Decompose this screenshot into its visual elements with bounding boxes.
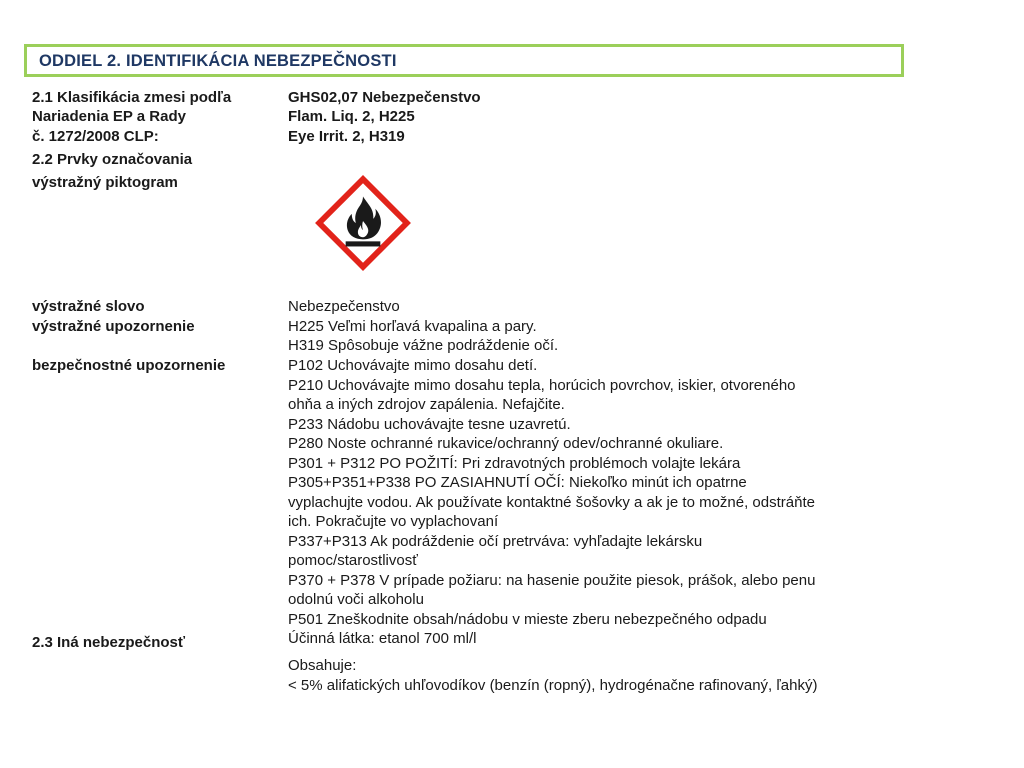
classification-label-line-3: č. 1272/2008 CLP: [32,128,159,145]
precautionary-statement-line: P370 + P378 V prípade požiaru: na hasenie použite piesok, prášok, alebo penu [288,572,816,589]
precautionary-statement-line: P501 Zneškodnite obsah/nádobu v mieste zberu nebezpečného odpadu [288,611,767,628]
signal-word-label: výstražné slovo [32,298,145,315]
precautionary-statement-line: vyplachujte vodou. Ak používate kontaktné šošovky a ak je to možné, odstráňte [288,494,815,511]
precautionary-statement-line: odolnú voči alkoholu [288,591,424,608]
precautionary-statement-line: P102 Uchovávajte mimo dosahu detí. [288,357,538,374]
classification-value-line-2: Flam. Liq. 2, H225 [288,108,415,125]
precautionary-statement-line: P210 Uchovávajte mimo dosahu tepla, horúcich povrchov, iskier, otvoreného [288,377,796,394]
pictogram-label: výstražný piktogram [32,174,178,191]
classification-value-line-1: GHS02,07 Nebezpečenstvo [288,89,481,106]
contains-value: < 5% alifatických uhľovodíkov (benzín (ropný), hydrogénačne rafinovaný, ľahký) [288,677,818,694]
section-title: ODDIEL 2. IDENTIFIKÁCIA NEBEZPEČNOSTI [39,52,397,70]
other-hazards-label: 2.3 Iná nebezpečnosť [32,634,186,651]
precautionary-statement-line: P280 Noste ochranné rukavice/ochranný odev/ochranné okuliare. [288,435,724,452]
contains-label: Obsahuje: [288,657,357,674]
precautionary-statement-line: pomoc/starostlivosť [288,552,418,569]
flame-icon [312,172,414,274]
precautionary-statement-line: ich. Pokračujte vo vyplachovaní [288,513,499,530]
classification-label-line-2: Nariadenia EP a Rady [32,108,186,125]
precautionary-statement-line: P233 Nádobu uchovávajte tesne uzavretú. [288,416,571,433]
label-elements-heading: 2.2 Prvky označovania [32,151,193,168]
hazard-statements-label: výstražné upozornenie [32,318,195,335]
precautionary-statement-line: ohňa a iných zdrojov zapálenia. Nefajčite. [288,396,565,413]
hazard-statement-line: H319 Spôsobuje vážne podráždenie očí. [288,337,559,354]
hazard-statement-line: H225 Veľmi horľavá kvapalina a pary. [288,318,537,335]
classification-label-line-1: 2.1 Klasifikácia zmesi podľa [32,89,232,106]
precautionary-statement-line: P301 + P312 PO POŽITÍ: Pri zdravotných problémoch volajte lekára [288,455,741,472]
precautionary-statements-label: bezpečnostné upozornenie [32,357,226,374]
precautionary-statement-line: P337+P313 Ak podráždenie očí pretrváva: vyhľadajte lekársku [288,533,703,550]
precautionary-statement-line: P305+P351+P338 PO ZASIAHNUTÍ OČÍ: Niekoľko minút ich opatrne [288,474,747,491]
classification-value-line-3: Eye Irrit. 2, H319 [288,128,405,145]
active-substance: Účinná látka: etanol 700 ml/l [288,630,477,647]
section-header [24,44,904,77]
signal-word-value: Nebezpečenstvo [288,298,400,315]
